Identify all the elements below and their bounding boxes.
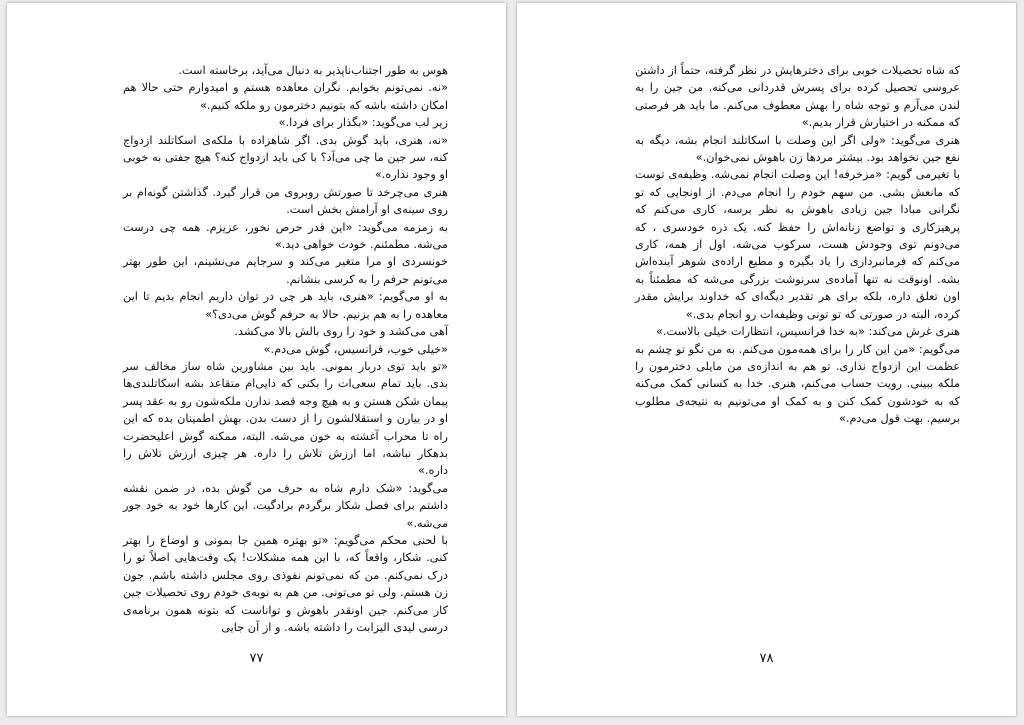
paragraph: به او می‌گویم: «هنری، باید هر چی در توان داریم انجام بدیم تا این معاهده را به هم بزنیم. حالا به حرفم گوش می‌دی؟» bbox=[123, 290, 448, 321]
page-body-text bbox=[123, 62, 448, 636]
paragraph: با تغیرمی گویم: «مزخرفه! این وصلت انجام نمی‌شه. وظیفه‌ی توست که مانعش بشی. من سهم خودم را انجام می‌دم. از اونجایی که تو نگرانی مبادا جین زیادی باهوش به نظر برسه، کاری می‌کنم که پرهیزکاری و تواضع زنانه‌اش را حفظ کنه. یک ذره خودسری ، که می‌دونم توی وجودش هست، سرکوب می‌شه. اول از همه، کاری می‌کنم که فرمانبرداری را یاد بگیره و مطیع اراده‌ی شوهر آینده‌اش بشه. اونوقت نه تنها آماده‌ی سرنوشت بزرگی می‌شه که مطمئناً به اون تعلق داره، بلکه برای هر تقدیر دیگه‌ای که خداوند برایش مقدر کرده، البته در صورتی که تو تونی وظیفه‌ات رو انجام بدی.» bbox=[635, 168, 960, 321]
page-number: ۷۷ bbox=[249, 651, 264, 666]
paragraph: که شاه تحصیلات خوبی برای دخترهایش در نظر گرفته، حتماً از داشتن عروسی تحصیل کرده برای پسرش قدردانی می‌کنه. من جین را به لندن می‌آرم و توجه شاه را بهش معطوف می‌کنم. ما باید هر فرصتی که ممکنه در اختیارش قرار بدیم.» bbox=[635, 64, 960, 130]
paragraph: خونسردی او مرا متغیر می‌کند و سرجایم می‌نشینم، این طور بهتر می‌تونم حرفم را به کرسی بنشانم. bbox=[123, 255, 448, 286]
paragraph: هنری می‌چرخد تا صورتش روبروی من قرار گیرد. گذاشتن گونه‌ام بر روی سینه‌ی او آرامش بخش است. bbox=[123, 185, 448, 217]
paragraph: هوس به طور اجتناب‌ناپذیر به دنبال می‌آید، برخاسته است. bbox=[178, 64, 448, 77]
page-number: ۷۸ bbox=[759, 651, 774, 666]
paragraph: «تو باید توی دربار بمونی. باید بین مشاورین شاه ساز مخالف سر بدی. باید تمام سعی‌ات را بکنی که دایی‌ام متقاعد بشه اسکاتلندی‌ها پیمان شکن هستن و به هیچ وجه قصد ندارن ملکه‌شون رو به عقد پسر او در بیارن و استقلالشون را از دست بدن. بهش اطمینان بده که این راه تا محراب آغشته به خون می‌شه. البته، ممکنه گوش اعلیحضرت بدهکار نباشه، اما ارزش تلاش را داره. هر چیزی ارزش تلاش را داره.» bbox=[123, 359, 448, 478]
paragraph: هنری می‌گوید: «ولی اگر این وصلت با اسکاتلند انجام بشه، دیگه به نفع جین نخواهد بود. بیشتر مردها زن باهوش نمی‌خوان.» bbox=[635, 133, 960, 165]
book-page-right bbox=[517, 3, 1016, 716]
paragraph: «خیلی خوب، فرانسیس، گوش می‌دم.» bbox=[263, 342, 448, 356]
paragraph: می‌گوید: «شک دارم شاه به حرف من گوش بده، در ضمن نقشه داشتم برای فصل شکار برگردم برادگیت. این کارها خود به خود جور می‌شه.» bbox=[123, 481, 448, 530]
paragraph: «نه. نمی‌تونم بخوابم. نگران معاهده هستم و امیدوارم حتی حالا هم امکان داشته باشه که بتونیم دخترمون رو ملکه کنیم.» bbox=[123, 81, 448, 112]
paragraph: زیر لب می‌گوید: «بگذار برای فردا.» bbox=[278, 116, 448, 130]
book-page-left bbox=[7, 3, 506, 716]
paragraph: به زمزمه می‌گوید: «این قدر حرص نخور، عزیزم. همه چی درست می‌شه. مطمئنم. خودت خواهی دید.» bbox=[123, 220, 448, 252]
paragraph: هنری غرش می‌کند: «به خدا فرانسیس، انتظارات خیلی بالاست.» bbox=[656, 325, 960, 339]
paragraph: آهی می‌کشد و خود را روی بالش بالا می‌کشد. bbox=[234, 325, 448, 339]
page-body-text bbox=[635, 62, 960, 428]
paragraph: می‌گویم: «من این کار را برای همه‌مون می‌کنم. به من نگو تو چشم به عظمت این ازدواج نداری. تو هم به اندازه‌ی من مایلی دخترمون را ملکه ببینی. رویت حساب می‌کنم، هنری. خدا به کسانی کمک می‌کنه که به خودشون کمک کنن و به کمک او می‌تونیم به نتیجه‌ی مطلوب برسیم. بهت قول می‌دم.» bbox=[635, 342, 960, 426]
paragraph: «نه، هنری، باید گوش بدی. اگر شاهزاده با ملکه‌ی اسکاتلند ازدواج کنه، سر جین ما چی می‌آد؟ با کی باید ازدواج کنه؟ هیچ جفتی به خوبی او وجود نداره.» bbox=[123, 133, 448, 182]
paragraph: با لحنی محکم می‌گویم: «تو بهتره همین جا بمونی و اوضاع را بهتر کنی. شکار، واقعاً که، با این همه مشکلات! یک وقت‌هایی اصلاً تو را درک نمی‌کنم. من که نمی‌تونم نفوذی روی مجلس داشته باشم. جون زن هستم. ولی تو می‌تونی. من هم به نوبه‌ی خودم روی تحصیلات جین کار می‌کنم. جین اونقدر باهوش و تواناست که بتونه همون برنامه‌ی درسی لیدی الیزابت را داشته باشه. و از آن جایی bbox=[123, 533, 448, 634]
